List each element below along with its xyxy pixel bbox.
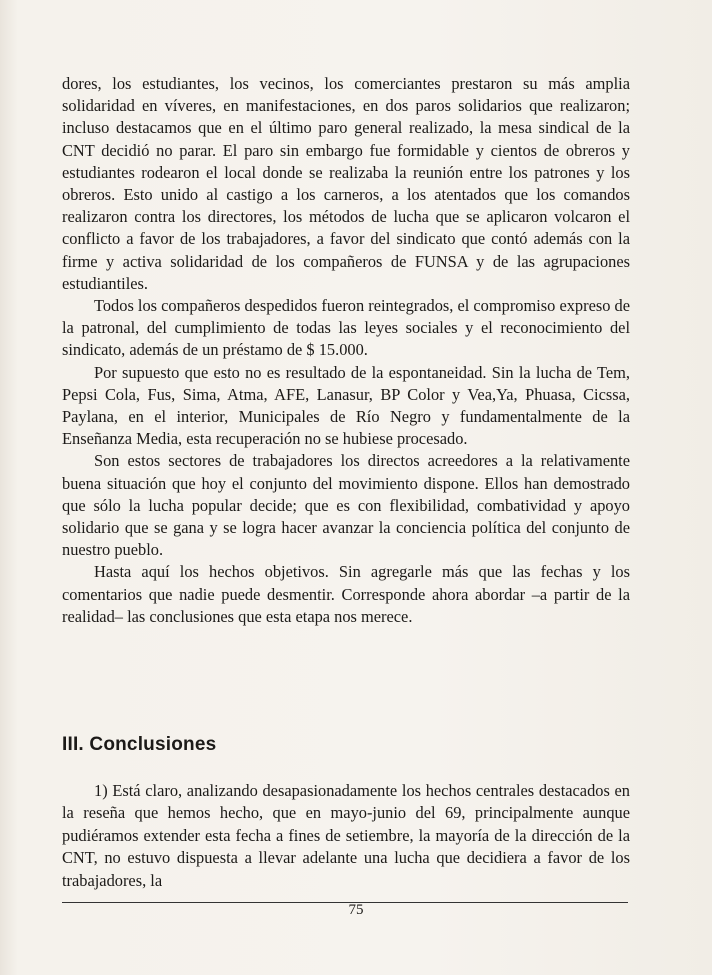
paragraph-2: Todos los compañeros despedidos fueron reintegrados, el compromiso expreso de la patronal, del cumplimiento de todas las leyes sociales y el reconocimiento del sindicato, además de un préstamo de $ 15.000. bbox=[62, 296, 630, 360]
paragraph-4: Son estos sectores de trabajadores los directos acreedores a la relativamente buena situación que hoy el conjunto del movimiento dispone. Ellos han demostrado que sólo la lucha popular decide; que es con flexibilidad, combatividad y apoyo solidario que se gana y se logra hacer avanzar la conciencia política del conjunto de nuestro pueblo. bbox=[62, 451, 630, 560]
paragraph-1: dores, los estudiantes, los vecinos, los comerciantes prestaron su más amplia solidaridad en víveres, en manifestaciones, en dos paros solidarios que realizaron; incluso destacamos que en el último paro general realizado, la mesa sindical de la CNT decidió no parar. El paro sin embargo fue formidable y cientos de obreros y estudiantes rodearon el local donde se realizaba la reunión entre los patrones y los obreros. Esto unido al castigo a los carneros, a los atentados que los comandos realizaron contra los directores, los métodos de lucha que se aplicaron volcaron el conflicto a favor de los trabajadores, a favor del sindicato que contó además con la firme y activa solidaridad de los compañeros de FUNSA y de las agrupaciones estudiantiles. bbox=[62, 74, 630, 293]
conclusion-paragraph-1: 1) Está claro, analizando desapasionadamente los hechos centrales destacados en la reseña que hemos hecho, que en mayo-junio del 69, principalmente aunque pudiéramos extender esta fecha a fines de setiembre, la mayoría de la dirección de la CNT, no estuvo dispuesta a llevar adelante una lucha que decidiera a favor de los trabajadores, la bbox=[62, 781, 630, 890]
conclusion-text bbox=[62, 780, 630, 892]
paragraph-3: Por supuesto que esto no es resultado de la espontaneidad. Sin la lucha de Tem, Pepsi Cola, Fus, Sima, Atma, AFE, Lanasur, BP Color y Vea,Ya, Phuasa, Cicssa, Paylana, en el interior, Municipales de Río Negro y fundamentalmente de la Enseñanza Media, esta recuperación no se hubiese procesado. bbox=[62, 362, 630, 449]
page-number: 75 bbox=[348, 902, 364, 918]
section-heading: III. Conclusiones bbox=[62, 734, 217, 755]
body-text bbox=[62, 73, 630, 628]
paragraph-5: Hasta aquí los hechos objetivos. Sin agregarle más que las fechas y los comentarios que nadie puede desmentir. Corresponde ahora abordar –a partir de la realidad– las conclusiones que esta etapa nos merece. bbox=[62, 562, 630, 626]
